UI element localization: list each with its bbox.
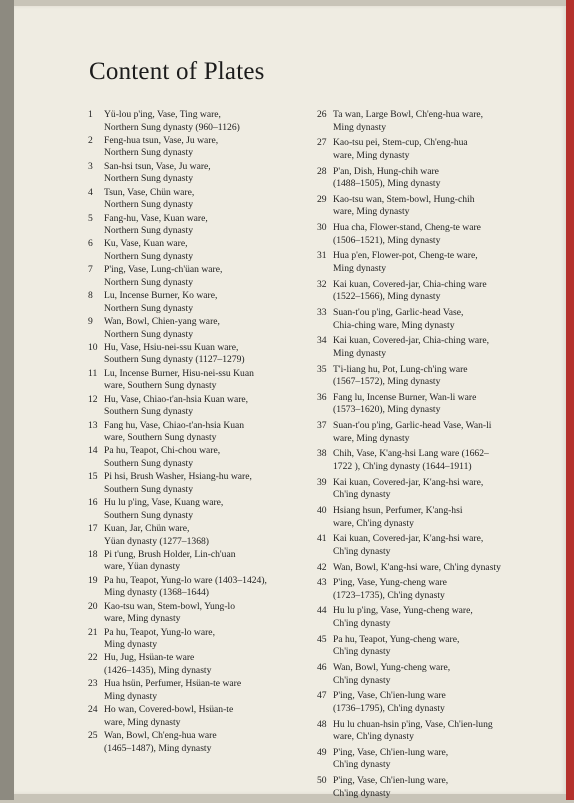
plate-number: 50 [317, 775, 327, 787]
plate-description [333, 335, 542, 360]
plate-entry [85, 471, 325, 496]
plate-description-line: ware, Ming dynasty [104, 613, 181, 625]
plate-description-line: Kai kuan, Covered-jar, Chia-ching ware, [333, 335, 489, 347]
plate-description-line: Chia-ching ware, Ming dynasty [333, 319, 455, 331]
plate-description-line: (1506–1521), Ming dynasty [333, 234, 441, 246]
plate-number: 21 [88, 626, 98, 638]
plate-entry [85, 394, 325, 419]
plate-description-line: ware, Ming dynasty [333, 206, 410, 218]
plate-description [333, 634, 542, 659]
plate-entry [312, 250, 542, 275]
plate-entry [85, 238, 325, 263]
plate-description-line: ware, Ch'ing dynasty [333, 731, 414, 743]
plate-number: 36 [317, 391, 327, 403]
plate-description [333, 477, 542, 502]
plate-description-line: Hua hsün, Perfumer, Hsüan-te ware [104, 678, 242, 690]
plate-description-line: Lu, Incense Burner, Ko ware, [104, 290, 218, 302]
plate-number: 16 [88, 497, 98, 509]
plate-description [104, 394, 325, 419]
plate-number: 40 [317, 504, 327, 516]
plate-number: 35 [317, 363, 327, 375]
plate-description-line: Northern Sung dynasty [104, 173, 193, 185]
plate-number: 22 [88, 652, 98, 664]
plate-description-line: Feng-hua tsun, Vase, Ju ware, [104, 134, 219, 146]
plate-description [104, 652, 325, 677]
plate-description-line: ware, Ch'ing dynasty [333, 517, 414, 529]
plate-entry [312, 448, 542, 473]
plate-entry [85, 678, 325, 703]
plate-number: 31 [317, 250, 327, 262]
plate-description [333, 222, 542, 247]
plate-description-line: Kai kuan, Covered-jar, Chia-ching ware [333, 278, 487, 290]
plate-number: 27 [317, 137, 327, 149]
plate-description [104, 445, 325, 470]
plate-entry [85, 290, 325, 315]
plate-description-line: Hu, Vase, Chiao-t'an-hsia Kuan ware, [104, 393, 249, 405]
plate-number: 2 [88, 134, 93, 146]
plate-description-line: ware, Southern Sung dynasty [104, 432, 217, 444]
plate-description [333, 505, 542, 530]
plate-number: 8 [88, 290, 93, 302]
plate-entry [85, 187, 325, 212]
plate-entry [85, 316, 325, 341]
plates-list-right-column [312, 109, 542, 803]
plate-description [333, 279, 542, 304]
plate-description-line: Ch'ing dynasty [333, 618, 391, 630]
plate-description-line: Ch'ing dynasty [333, 759, 391, 771]
plate-description [333, 166, 542, 191]
plate-description-line: P'ing, Vase, Ch'ien-lung ware, [333, 775, 449, 787]
plate-description-line: Pa hu, Teapot, Yung-lo ware (1403–1424), [104, 574, 267, 586]
plate-number: 13 [88, 419, 98, 431]
plate-description-line: Kai kuan, Covered-jar, K'ang-hsi ware, [333, 476, 484, 488]
plate-description-line: San-hsi tsun, Vase, Ju ware, [104, 160, 211, 172]
plate-description [104, 213, 325, 238]
plate-description-line: Ch'ing dynasty [333, 674, 391, 686]
plate-description-line: Southern Sung dynasty (1127–1279) [104, 354, 245, 366]
plate-description-line: Pa hu, Teapot, Yung-cheng ware, [333, 633, 460, 645]
plate-entry [85, 109, 325, 134]
plate-description [333, 662, 542, 687]
plate-description-line: ware, Southern Sung dynasty [104, 380, 217, 392]
plate-entry [85, 549, 325, 574]
plate-description [333, 250, 542, 275]
plate-entry [312, 690, 542, 715]
plate-description-line: Fang-hu, Vase, Kuan ware, [104, 212, 208, 224]
plate-description-line: Pi t'ung, Brush Holder, Lin-ch'uan [104, 548, 236, 560]
plate-number: 37 [317, 420, 327, 432]
plate-number: 33 [317, 306, 327, 318]
plate-description [333, 533, 542, 558]
plate-description-line: P'ing, Vase, Ch'ien-lung ware, [333, 746, 449, 758]
plate-description-line: Northern Sung dynasty [104, 199, 193, 211]
plate-description [104, 575, 325, 600]
plate-number: 9 [88, 316, 93, 327]
plate-description-line: ware, Ming dynasty [333, 149, 410, 161]
plate-number: 19 [88, 574, 98, 586]
plate-number: 43 [317, 577, 327, 589]
plate-description-line: Northern Sung dynasty [104, 276, 193, 288]
plate-description [333, 194, 542, 219]
plate-description [333, 605, 542, 630]
plate-description-line: (1567–1572), Ming dynasty [333, 376, 441, 388]
plates-list-left-column [85, 109, 325, 756]
plate-number: 32 [317, 278, 327, 290]
plate-description-line: P'ing, Vase, Ch'ien-lung ware [333, 690, 446, 702]
plate-description [333, 392, 542, 417]
plate-entry [312, 577, 542, 602]
plate-description-line: Northern Sung dynasty [104, 225, 193, 237]
plate-description-line: Hsiang hsun, Perfumer, K'ang-hsi [333, 504, 463, 516]
plate-description [333, 747, 542, 772]
plate-description [104, 135, 325, 160]
plate-description-line: Ch'ing dynasty [333, 787, 391, 799]
plate-description [104, 264, 325, 289]
plate-description [333, 307, 542, 332]
plate-entry [85, 704, 325, 729]
plate-entry [85, 213, 325, 238]
plate-entry [85, 730, 325, 755]
plate-entry [85, 497, 325, 522]
plate-description-line: P'ing, Vase, Yung-cheng ware [333, 577, 447, 589]
plate-description-line: Southern Sung dynasty [104, 457, 194, 469]
plate-entry [312, 335, 542, 360]
plate-description-line: Fang hu, Vase, Chiao-t'an-hsia Kuan [104, 419, 245, 431]
plate-description [333, 690, 542, 715]
plate-number: 4 [88, 186, 93, 198]
plate-entry [312, 307, 542, 332]
plate-description-line: Pi hsi, Brush Washer, Hsiang-hu ware, [104, 471, 252, 483]
plate-description-line: Hua p'en, Flower-pot, Cheng-te ware, [333, 250, 478, 262]
plate-description-line: Wan, Bowl, Yung-cheng ware, [333, 662, 451, 674]
plate-description-line: Yüan dynasty (1277–1368) [104, 535, 209, 547]
plate-description [104, 420, 325, 445]
plate-description-line: Chih, Vase, K'ang-hsi Lang ware (1662– [333, 448, 489, 460]
plate-description-line: Southern Sung dynasty [104, 406, 194, 418]
plate-description-line: Suan-t'ou p'ing, Garlic-head Vase, Wan-li [333, 420, 492, 432]
plate-description [104, 471, 325, 496]
plate-description-line: Ming dynasty [333, 347, 387, 359]
plate-description [333, 109, 542, 134]
plate-description-line: 1722 ), Ch'ing dynasty (1644–1911) [333, 460, 472, 472]
plate-number: 44 [317, 605, 327, 617]
plate-entry [85, 652, 325, 677]
plate-description [104, 730, 325, 755]
plate-description [104, 342, 325, 367]
plate-number: 3 [88, 160, 93, 172]
plate-description-line: Southern Sung dynasty [104, 483, 194, 495]
plate-description-line: Lu, Incense Burner, Hisu-nei-ssu Kuan [104, 367, 254, 379]
page-title: Content of Plates [89, 58, 265, 85]
plate-description [104, 678, 325, 703]
plate-entry [312, 605, 542, 630]
plate-number: 15 [88, 471, 98, 483]
plate-number: 1 [88, 109, 93, 120]
plate-description-line: Yü-lou p'ing, Vase, Ting ware, [104, 109, 221, 120]
plate-entry [85, 523, 325, 548]
plate-description [333, 719, 542, 744]
plate-entry [85, 601, 325, 626]
plate-number: 7 [88, 264, 93, 276]
plate-description-line: Southern Sung dynasty [104, 509, 194, 521]
plate-number: 11 [88, 367, 98, 379]
plate-description [104, 523, 325, 548]
plate-description-line: Hu lu p'ing, Vase, Yung-cheng ware, [333, 605, 473, 617]
plate-number: 12 [88, 393, 98, 405]
plate-number: 24 [88, 704, 98, 716]
plate-entry [312, 137, 542, 162]
plate-description [104, 549, 325, 574]
plate-description-line: Northern Sung dynasty [104, 328, 193, 340]
plate-description-line: Fang lu, Incense Burner, Wan-li ware [333, 391, 477, 403]
plate-description-line: (1488–1505), Ming dynasty [333, 178, 441, 190]
plate-entry [85, 627, 325, 652]
plate-description [333, 577, 542, 602]
plate-entry [312, 477, 542, 502]
plate-description-line: Kao-tsu wan, Stem-bowl, Yung-lo [104, 600, 236, 612]
plate-description [104, 161, 325, 186]
plate-entry [312, 420, 542, 445]
plate-entry [312, 747, 542, 772]
plate-entry [312, 166, 542, 191]
plate-description-line: Wan, Bowl, Chien-yang ware, [104, 316, 220, 327]
plate-number: 49 [317, 746, 327, 758]
plate-number: 23 [88, 678, 98, 690]
plate-number: 38 [317, 448, 327, 460]
plate-entry [312, 775, 542, 800]
plate-description-line: (1522–1566), Ming dynasty [333, 291, 441, 303]
plate-number: 26 [317, 109, 327, 120]
book-cover-edge [566, 0, 574, 800]
plate-description-line: ware, Ming dynasty [104, 716, 181, 728]
plate-description-line: Ming dynasty [333, 121, 387, 133]
plate-entry [312, 719, 542, 744]
plate-description [104, 497, 325, 522]
plate-description-line: Tsun, Vase, Chün ware, [104, 186, 195, 198]
plate-number: 42 [317, 561, 327, 573]
plate-entry [312, 562, 542, 575]
plate-description-line: P'ing, Vase, Lung-ch'üan ware, [104, 264, 223, 276]
plate-entry [312, 222, 542, 247]
plate-description [104, 187, 325, 212]
plate-number: 45 [317, 633, 327, 645]
plate-description [104, 601, 325, 626]
plate-description-line: Ch'ing dynasty [333, 489, 391, 501]
plate-description-line: Hu, Vase, Hsiu-nei-ssu Kuan ware, [104, 341, 239, 353]
plate-description [104, 290, 325, 315]
plate-description-line: T'i-liang hu, Pot, Lung-ch'ing ware [333, 363, 468, 375]
plate-entry [85, 445, 325, 470]
plate-description-line: ware, Ming dynasty [333, 432, 410, 444]
plate-entry [312, 662, 542, 687]
plate-description [104, 109, 325, 134]
plate-description-line: P'an, Dish, Hung-chih ware [333, 165, 439, 177]
plate-description [333, 448, 542, 473]
plate-description [104, 368, 325, 393]
plate-description-line: Pa hu, Teapot, Yung-lo ware, [104, 626, 215, 638]
plate-description-line: Ch'ing dynasty [333, 545, 391, 557]
plate-number: 46 [317, 662, 327, 674]
plate-description-line: Kuan, Jar, Chün ware, [104, 523, 190, 534]
plate-description-line: Ming dynasty [104, 639, 158, 651]
plate-description-line: Pa hu, Teapot, Chi-chou ware, [104, 445, 221, 457]
plate-entry [312, 392, 542, 417]
plate-description-line: (1736–1795), Ch'ing dynasty [333, 702, 445, 714]
plate-description-line: Ming dynasty [333, 263, 387, 274]
plate-description-line: Kai kuan, Covered-jar, K'ang-hsi ware, [333, 533, 484, 545]
plate-number: 34 [317, 335, 327, 347]
plate-description-line: ware, Yüan dynasty [104, 561, 181, 573]
plate-description-line: Ta wan, Large Bowl, Ch'eng-hua ware, [333, 109, 484, 120]
plate-number: 10 [88, 341, 98, 353]
plate-entry [85, 135, 325, 160]
plate-entry [85, 420, 325, 445]
book-left-edge [0, 0, 14, 800]
plate-description [104, 316, 325, 341]
plate-description-line: Kao-tsu pei, Stem-cup, Ch'eng-hua [333, 137, 468, 149]
plate-description [104, 704, 325, 729]
plate-number: 5 [88, 212, 93, 224]
plate-number: 39 [317, 476, 327, 488]
plate-description-line: Hu, Jug, Hsüan-te ware [104, 652, 195, 664]
plate-description-line: Hu lu chuan-hsin p'ing, Vase, Ch'ien-lung [333, 718, 493, 730]
plate-description-line: (1723–1735), Ch'ing dynasty [333, 589, 445, 601]
plate-entry [312, 634, 542, 659]
plate-description [333, 775, 542, 800]
plate-entry [85, 368, 325, 393]
plate-description-line: Hua cha, Flower-stand, Cheng-te ware [333, 222, 481, 234]
plate-entry [312, 194, 542, 219]
plate-description-line: Kao-tsu wan, Stem-bowl, Hung-chih [333, 193, 475, 205]
plate-description [104, 627, 325, 652]
plate-description-line: Wan, Bowl, K'ang-hsi ware, Ch'ing dynasty [333, 561, 501, 573]
plate-description-line: Northern Sung dynasty (960–1126) [104, 121, 240, 133]
plate-entry [312, 505, 542, 530]
plate-number: 14 [88, 445, 98, 457]
plate-description [104, 238, 325, 263]
plate-description-line: Ho wan, Covered-bowl, Hsüan-te [104, 704, 234, 716]
plate-number: 29 [317, 193, 327, 205]
plate-description-line: Ming dynasty (1368–1644) [104, 587, 209, 599]
plate-description-line: (1426–1435), Ming dynasty [104, 664, 212, 676]
plate-number: 41 [317, 533, 327, 545]
plate-entry [85, 575, 325, 600]
plate-description-line: Wan, Bowl, Ch'eng-hua ware [104, 730, 217, 741]
plate-number: 6 [88, 238, 93, 250]
plate-number: 18 [88, 548, 98, 560]
plate-number: 20 [88, 600, 98, 612]
plate-description-line: Hu lu p'ing, Vase, Kuang ware, [104, 497, 224, 509]
plate-entry [85, 161, 325, 186]
plate-description-line: Ku, Vase, Kuan ware, [104, 238, 188, 250]
plate-description-line: Northern Sung dynasty [104, 302, 193, 314]
plate-description [333, 562, 542, 575]
plate-entry [312, 279, 542, 304]
plate-number: 17 [88, 523, 98, 534]
plate-entry [85, 342, 325, 367]
plate-description-line: Suan-t'ou p'ing, Garlic-head Vase, [333, 306, 464, 318]
plate-entry [312, 364, 542, 389]
plate-description-line: (1465–1487), Ming dynasty [104, 742, 212, 754]
plate-entry [312, 109, 542, 134]
plate-description [333, 420, 542, 445]
plate-description-line: Northern Sung dynasty [104, 147, 193, 159]
plate-number: 48 [317, 718, 327, 730]
plate-entry [312, 533, 542, 558]
plate-entry [85, 264, 325, 289]
plate-number: 30 [317, 222, 327, 234]
plate-number: 28 [317, 165, 327, 177]
plate-number: 47 [317, 690, 327, 702]
plate-description-line: (1573–1620), Ming dynasty [333, 404, 441, 416]
plate-description [333, 137, 542, 162]
plate-description [333, 364, 542, 389]
plate-description-line: Northern Sung dynasty [104, 250, 193, 262]
plate-number: 25 [88, 730, 98, 741]
plate-description-line: Ming dynasty [104, 690, 158, 702]
plate-description-line: Ch'ing dynasty [333, 646, 391, 658]
